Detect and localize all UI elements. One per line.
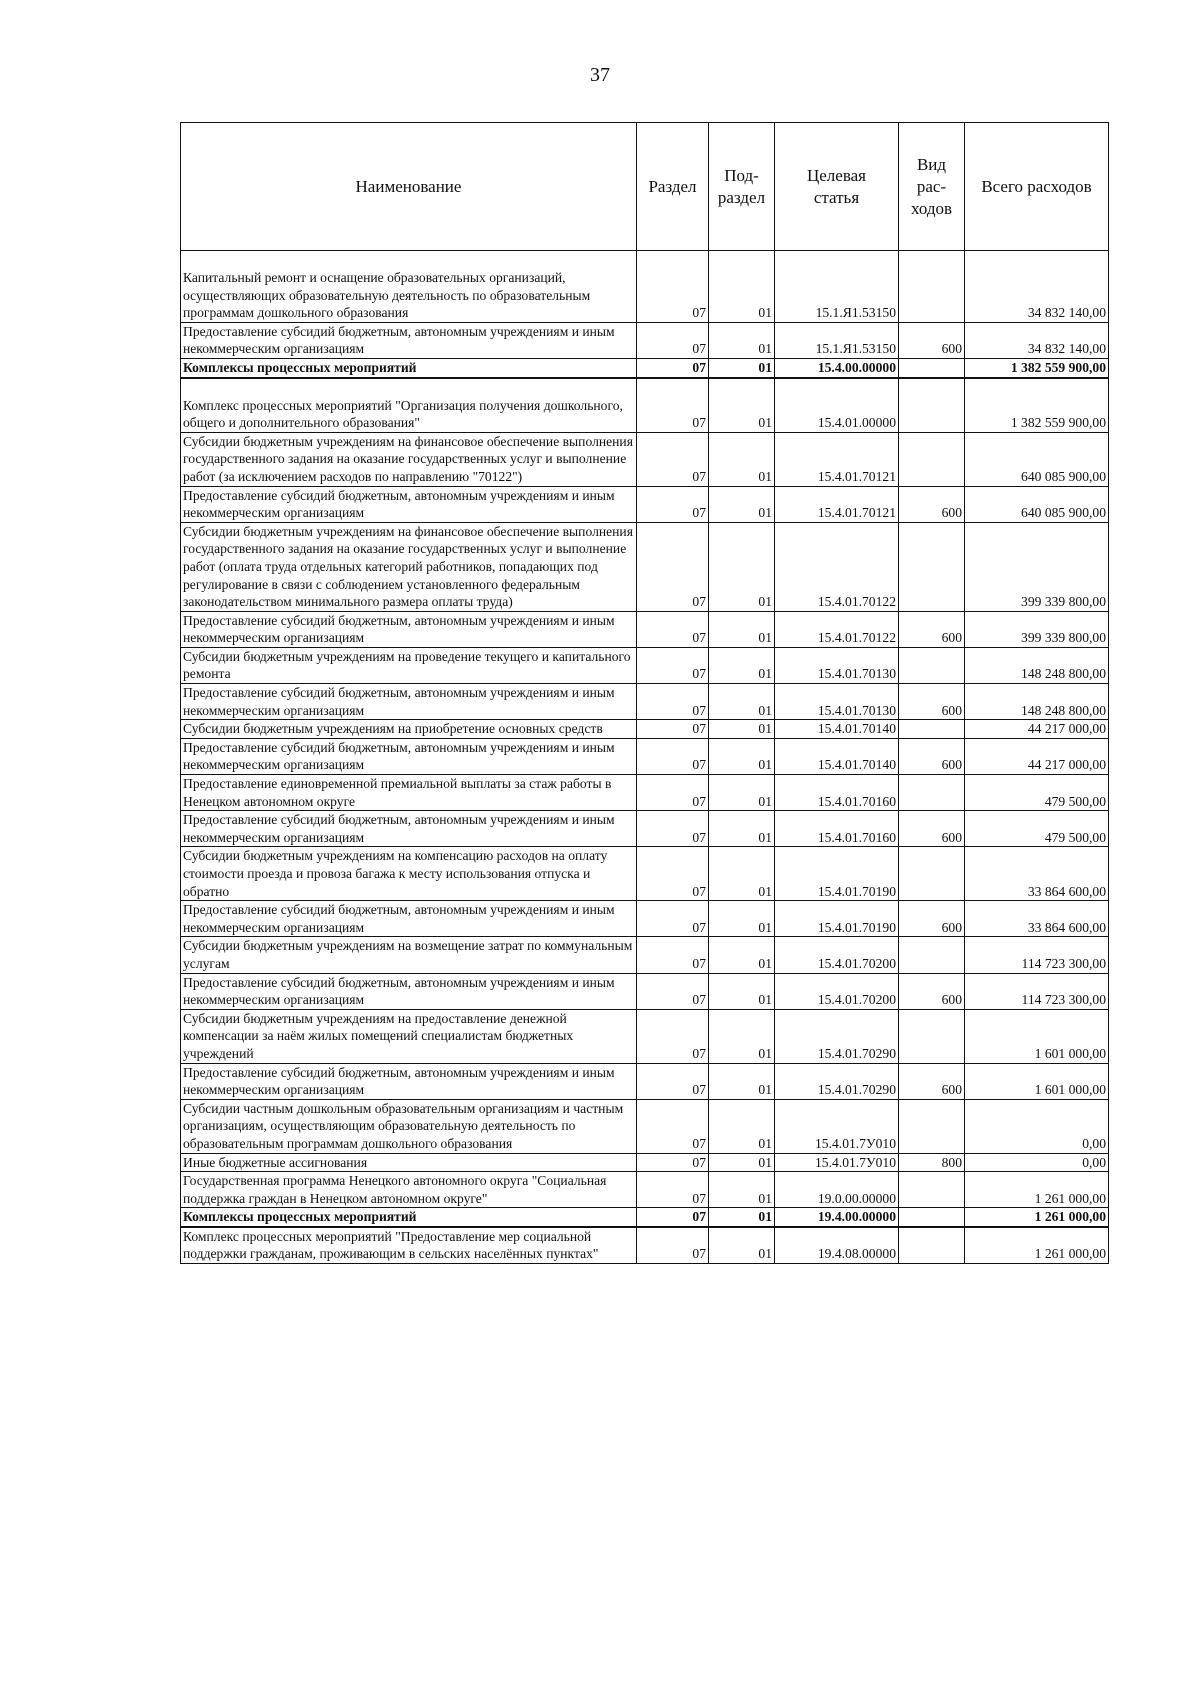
cell-target: 15.4.01.70122 <box>775 611 899 647</box>
cell-section: 07 <box>637 1227 709 1264</box>
cell-target: 15.1.Я1.53150 <box>775 251 899 323</box>
cell-name: Субсидии бюджетным учреждениям на приобретение основных средств <box>181 720 637 739</box>
table-row <box>181 901 1109 937</box>
header-total: Всего расходов <box>965 123 1109 251</box>
cell-total: 0,00 <box>965 1099 1109 1153</box>
cell-kind: 800 <box>899 1153 965 1172</box>
cell-subsection: 01 <box>709 775 775 811</box>
cell-target: 15.4.01.70130 <box>775 647 899 683</box>
cell-name: Комплекс процессных мероприятий "Предоставление мер социальной поддержки гражданам, проживающим в сельских населённых пунктах" <box>181 1227 637 1264</box>
cell-subsection: 01 <box>709 358 775 377</box>
cell-section: 07 <box>637 738 709 774</box>
cell-kind <box>899 1227 965 1264</box>
cell-kind <box>899 847 965 901</box>
cell-name: Комплексы процессных мероприятий <box>181 358 637 377</box>
cell-total: 479 500,00 <box>965 811 1109 847</box>
table-row <box>181 251 1109 323</box>
cell-kind: 600 <box>899 738 965 774</box>
cell-kind <box>899 522 965 611</box>
cell-total: 1 382 559 900,00 <box>965 378 1109 433</box>
cell-target: 15.4.01.70290 <box>775 1063 899 1099</box>
cell-section: 07 <box>637 486 709 522</box>
cell-section: 07 <box>637 432 709 486</box>
cell-section: 07 <box>637 901 709 937</box>
cell-total: 44 217 000,00 <box>965 720 1109 739</box>
cell-name: Субсидии частным дошкольным образовательным организациям и частным организациям, осуществляющим образовательную деятельность по образовательным программам дошкольного образования <box>181 1099 637 1153</box>
cell-subsection: 01 <box>709 937 775 973</box>
cell-total: 640 085 900,00 <box>965 486 1109 522</box>
cell-target: 15.4.01.70122 <box>775 522 899 611</box>
cell-kind <box>899 1009 965 1063</box>
cell-target: 15.1.Я1.53150 <box>775 322 899 358</box>
cell-target: 15.4.01.70190 <box>775 847 899 901</box>
cell-section: 07 <box>637 720 709 739</box>
table-row <box>181 522 1109 611</box>
cell-subsection: 01 <box>709 684 775 720</box>
cell-kind <box>899 251 965 323</box>
cell-total: 114 723 300,00 <box>965 937 1109 973</box>
cell-kind: 600 <box>899 1063 965 1099</box>
cell-total: 399 339 800,00 <box>965 611 1109 647</box>
cell-subsection: 01 <box>709 1099 775 1153</box>
table-row <box>181 378 1109 433</box>
cell-kind: 600 <box>899 684 965 720</box>
cell-name: Предоставление субсидий бюджетным, автономным учреждениям и иным некоммерческим организациям <box>181 973 637 1009</box>
cell-subsection: 01 <box>709 378 775 433</box>
cell-name: Предоставление субсидий бюджетным, автономным учреждениям и иным некоммерческим организациям <box>181 486 637 522</box>
cell-section: 07 <box>637 251 709 323</box>
table-row <box>181 1009 1109 1063</box>
cell-subsection: 01 <box>709 847 775 901</box>
cell-target: 15.4.01.70121 <box>775 486 899 522</box>
cell-name: Субсидии бюджетным учреждениям на предоставление денежной компенсации за наём жилых помещений специалистам бюджетных учреждений <box>181 1009 637 1063</box>
table-row <box>181 358 1109 377</box>
cell-subsection: 01 <box>709 251 775 323</box>
cell-kind: 600 <box>899 811 965 847</box>
header-subsection: Под- раздел <box>709 123 775 251</box>
cell-total: 479 500,00 <box>965 775 1109 811</box>
cell-subsection: 01 <box>709 901 775 937</box>
cell-subsection: 01 <box>709 522 775 611</box>
cell-target: 15.4.01.70121 <box>775 432 899 486</box>
cell-total: 640 085 900,00 <box>965 432 1109 486</box>
table-row <box>181 1063 1109 1099</box>
cell-total: 1 261 000,00 <box>965 1208 1109 1227</box>
cell-name: Иные бюджетные ассигнования <box>181 1153 637 1172</box>
cell-name: Предоставление субсидий бюджетным, автономным учреждениям и иным некоммерческим организациям <box>181 611 637 647</box>
cell-kind <box>899 1172 965 1208</box>
cell-subsection: 01 <box>709 647 775 683</box>
cell-section: 07 <box>637 522 709 611</box>
header-name: Наименование <box>181 123 637 251</box>
cell-section: 07 <box>637 811 709 847</box>
cell-subsection: 01 <box>709 611 775 647</box>
cell-subsection: 01 <box>709 1153 775 1172</box>
cell-total: 1 601 000,00 <box>965 1063 1109 1099</box>
cell-target: 15.4.01.70200 <box>775 937 899 973</box>
cell-section: 07 <box>637 378 709 433</box>
cell-total: 1 601 000,00 <box>965 1009 1109 1063</box>
header-kind: Вид рас- ходов <box>899 123 965 251</box>
cell-total: 1 382 559 900,00 <box>965 358 1109 377</box>
table-row <box>181 1153 1109 1172</box>
cell-subsection: 01 <box>709 738 775 774</box>
cell-kind: 600 <box>899 611 965 647</box>
cell-subsection: 01 <box>709 973 775 1009</box>
cell-section: 07 <box>637 937 709 973</box>
cell-target: 15.4.00.00000 <box>775 358 899 377</box>
cell-kind <box>899 432 965 486</box>
cell-kind <box>899 775 965 811</box>
cell-total: 114 723 300,00 <box>965 973 1109 1009</box>
cell-subsection: 01 <box>709 1227 775 1264</box>
cell-section: 07 <box>637 684 709 720</box>
cell-section: 07 <box>637 1208 709 1227</box>
cell-name: Капитальный ремонт и оснащение образовательных организаций, осуществляющих образовательную деятельность по образовательным программам дошкольного образования <box>181 251 637 323</box>
table-row <box>181 1172 1109 1208</box>
cell-subsection: 01 <box>709 811 775 847</box>
cell-target: 15.4.01.70190 <box>775 901 899 937</box>
cell-name: Предоставление субсидий бюджетным, автономным учреждениям и иным некоммерческим организациям <box>181 1063 637 1099</box>
cell-section: 07 <box>637 1099 709 1153</box>
table-row <box>181 486 1109 522</box>
cell-name: Комплексы процессных мероприятий <box>181 1208 637 1227</box>
page-number: 37 <box>590 64 610 86</box>
budget-table <box>180 122 1109 1264</box>
cell-total: 0,00 <box>965 1153 1109 1172</box>
cell-target: 15.4.01.7У010 <box>775 1153 899 1172</box>
cell-target: 19.0.00.00000 <box>775 1172 899 1208</box>
cell-kind: 600 <box>899 901 965 937</box>
cell-target: 15.4.01.70130 <box>775 684 899 720</box>
cell-subsection: 01 <box>709 322 775 358</box>
cell-subsection: 01 <box>709 486 775 522</box>
cell-target: 15.4.01.70160 <box>775 775 899 811</box>
cell-subsection: 01 <box>709 1172 775 1208</box>
table-row <box>181 937 1109 973</box>
cell-target: 15.4.01.70140 <box>775 738 899 774</box>
cell-section: 07 <box>637 847 709 901</box>
table-row <box>181 432 1109 486</box>
table-row <box>181 1227 1109 1264</box>
table-row <box>181 684 1109 720</box>
cell-subsection: 01 <box>709 432 775 486</box>
cell-name: Предоставление субсидий бюджетным, автономным учреждениям и иным некоммерческим организациям <box>181 811 637 847</box>
cell-total: 44 217 000,00 <box>965 738 1109 774</box>
cell-section: 07 <box>637 1009 709 1063</box>
cell-name: Предоставление субсидий бюджетным, автономным учреждениям и иным некоммерческим организациям <box>181 738 637 774</box>
cell-target: 15.4.01.70200 <box>775 973 899 1009</box>
cell-target: 15.4.01.7У010 <box>775 1099 899 1153</box>
header-row <box>181 123 1109 251</box>
cell-kind <box>899 647 965 683</box>
cell-target: 19.4.00.00000 <box>775 1208 899 1227</box>
cell-kind <box>899 358 965 377</box>
cell-section: 07 <box>637 973 709 1009</box>
cell-section: 07 <box>637 775 709 811</box>
cell-total: 33 864 600,00 <box>965 901 1109 937</box>
table-row <box>181 811 1109 847</box>
cell-kind: 600 <box>899 486 965 522</box>
cell-total: 148 248 800,00 <box>965 647 1109 683</box>
cell-name: Субсидии бюджетным учреждениям на возмещение затрат по коммунальным услугам <box>181 937 637 973</box>
cell-total: 33 864 600,00 <box>965 847 1109 901</box>
cell-target: 19.4.08.00000 <box>775 1227 899 1264</box>
cell-subsection: 01 <box>709 1063 775 1099</box>
table-row <box>181 322 1109 358</box>
cell-section: 07 <box>637 611 709 647</box>
cell-section: 07 <box>637 1172 709 1208</box>
cell-name: Комплекс процессных мероприятий "Организация получения дошкольного, общего и дополнительного образования" <box>181 378 637 433</box>
cell-target: 15.4.01.00000 <box>775 378 899 433</box>
table-row <box>181 973 1109 1009</box>
cell-name: Субсидии бюджетным учреждениям на проведение текущего и капитального ремонта <box>181 647 637 683</box>
cell-subsection: 01 <box>709 1009 775 1063</box>
cell-name: Государственная программа Ненецкого автономного округа "Социальная поддержка граждан в Ненецком автономном округе" <box>181 1172 637 1208</box>
cell-kind: 600 <box>899 322 965 358</box>
cell-section: 07 <box>637 1153 709 1172</box>
cell-kind <box>899 1099 965 1153</box>
table-row <box>181 1099 1109 1153</box>
cell-kind <box>899 937 965 973</box>
table-row <box>181 847 1109 901</box>
table-row <box>181 1208 1109 1227</box>
table-row <box>181 611 1109 647</box>
cell-total: 34 832 140,00 <box>965 251 1109 323</box>
cell-kind <box>899 378 965 433</box>
cell-kind: 600 <box>899 973 965 1009</box>
cell-total: 148 248 800,00 <box>965 684 1109 720</box>
cell-section: 07 <box>637 647 709 683</box>
cell-total: 1 261 000,00 <box>965 1227 1109 1264</box>
cell-subsection: 01 <box>709 720 775 739</box>
table-row <box>181 775 1109 811</box>
cell-target: 15.4.01.70160 <box>775 811 899 847</box>
cell-name: Предоставление единовременной премиальной выплаты за стаж работы в Ненецком автономном округе <box>181 775 637 811</box>
cell-section: 07 <box>637 1063 709 1099</box>
cell-name: Субсидии бюджетным учреждениям на финансовое обеспечение выполнения государственного задания на оказание государственных услуг и выполнение работ (за исключением расходов по направлению "70122") <box>181 432 637 486</box>
header-target: Целевая статья <box>775 123 899 251</box>
cell-target: 15.4.01.70290 <box>775 1009 899 1063</box>
table-row <box>181 720 1109 739</box>
cell-name: Субсидии бюджетным учреждениям на компенсацию расходов на оплату стоимости проезда и провоза багажа к месту использования отпуска и обратно <box>181 847 637 901</box>
cell-total: 399 339 800,00 <box>965 522 1109 611</box>
cell-name: Предоставление субсидий бюджетным, автономным учреждениям и иным некоммерческим организациям <box>181 684 637 720</box>
header-section: Раздел <box>637 123 709 251</box>
cell-kind <box>899 1208 965 1227</box>
cell-name: Предоставление субсидий бюджетным, автономным учреждениям и иным некоммерческим организациям <box>181 322 637 358</box>
cell-subsection: 01 <box>709 1208 775 1227</box>
cell-section: 07 <box>637 358 709 377</box>
cell-section: 07 <box>637 322 709 358</box>
cell-name: Субсидии бюджетным учреждениям на финансовое обеспечение выполнения государственного задания на оказание государственных услуг и выполнение работ (оплата труда отдельных категорий работников, попадающих под регулирование в связи с соблюдением установленного федеральным законодательством минимального размера оплаты труда) <box>181 522 637 611</box>
cell-kind <box>899 720 965 739</box>
cell-name: Предоставление субсидий бюджетным, автономным учреждениям и иным некоммерческим организациям <box>181 901 637 937</box>
cell-total: 1 261 000,00 <box>965 1172 1109 1208</box>
cell-total: 34 832 140,00 <box>965 322 1109 358</box>
table-row <box>181 738 1109 774</box>
cell-target: 15.4.01.70140 <box>775 720 899 739</box>
table-row <box>181 647 1109 683</box>
